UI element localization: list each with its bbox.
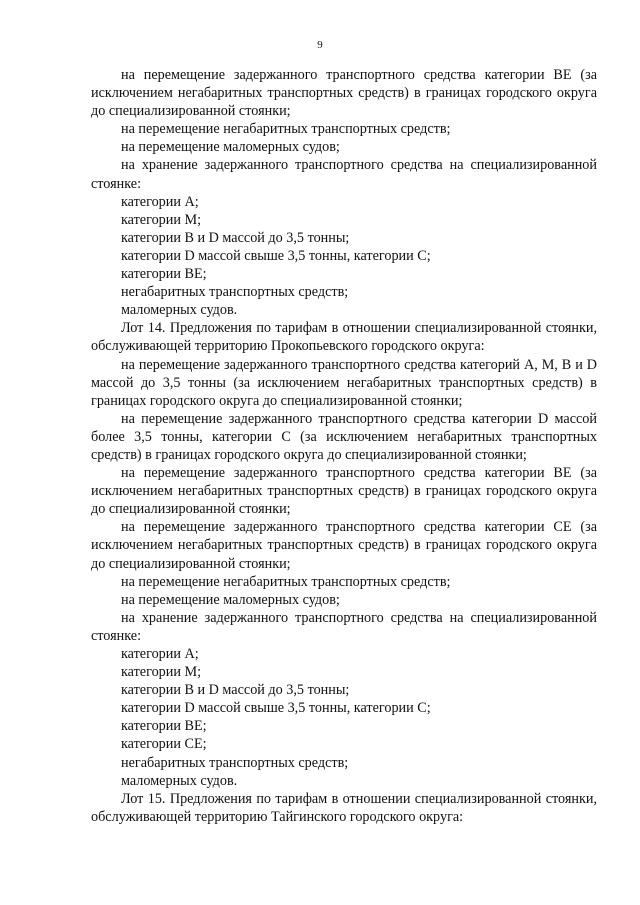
paragraph: на перемещение маломерных судов; bbox=[121, 591, 340, 608]
paragraph: на перемещение негабаритных транспортных средств; bbox=[121, 121, 451, 138]
paragraph: Лот 15. Предложения по тарифам в отношении специализированной стоянки, обслуживающей территорию Тайгинского городского округа: bbox=[91, 790, 597, 825]
paragraph: Лот 14. Предложения по тарифам в отношении специализированной стоянки, обслуживающей территорию Прокопьевского городского округа: bbox=[91, 320, 597, 355]
paragraph: категории BE; bbox=[121, 718, 207, 735]
paragraph: на перемещение задержанного транспортного средства категории CE (за исключением негабаритных транспортных средств) в границах городского округа до специализированной стоянки; bbox=[91, 519, 597, 572]
paragraph: на перемещение задержанного транспортного средства категории BE (за исключением негабаритных транспортных средств) в границах городского округа до специализированной стоянки; bbox=[91, 465, 597, 518]
paragraph: маломерных судов. bbox=[121, 302, 238, 319]
paragraph: категории CE; bbox=[121, 736, 207, 753]
paragraph: категории B и D массой до 3,5 тонны; bbox=[121, 682, 350, 699]
paragraph: категории D массой свыше 3,5 тонны, категории C; bbox=[121, 247, 431, 264]
document-body bbox=[91, 66, 597, 826]
paragraph: на перемещение задержанного транспортного средства категории BE (за исключением негабаритных транспортных средств) в границах городского округа до специализированной стоянки; bbox=[91, 67, 597, 120]
paragraph: категории A; bbox=[121, 193, 199, 210]
paragraph: на хранение задержанного транспортного средства на специализированной стоянке: bbox=[91, 157, 597, 192]
paragraph: категории A; bbox=[121, 646, 199, 662]
paragraph: категории BE; bbox=[121, 266, 207, 283]
paragraph: на перемещение маломерных судов; bbox=[121, 139, 340, 156]
paragraph: негабаритных транспортных средств; bbox=[121, 284, 349, 301]
paragraph: категории B и D массой до 3,5 тонны; bbox=[121, 229, 350, 246]
paragraph: категории M; bbox=[121, 211, 202, 228]
paragraph: категории D массой свыше 3,5 тонны, категории C; bbox=[121, 700, 431, 717]
paragraph: категории M; bbox=[121, 664, 202, 681]
paragraph: на перемещение задержанного транспортного средства категории D массой более 3,5 тонны, категории C (за исключением негабаритных транспортных средств) в границах городского округа до специализированной стоянки; bbox=[91, 410, 597, 463]
paragraph: на хранение задержанного транспортного средства на специализированной стоянке: bbox=[91, 609, 597, 644]
paragraph: негабаритных транспортных средств; bbox=[121, 754, 349, 771]
paragraph: на перемещение негабаритных транспортных средств; bbox=[121, 573, 451, 590]
page-number: 9 bbox=[317, 39, 323, 51]
paragraph: маломерных судов. bbox=[121, 772, 238, 789]
paragraph: на перемещение задержанного транспортного средства категорий A, M, B и D массой до 3,5 тонны (за исключением негабаритных транспортных средств) в границах городского округа до специализированной стоянки; bbox=[91, 356, 597, 409]
